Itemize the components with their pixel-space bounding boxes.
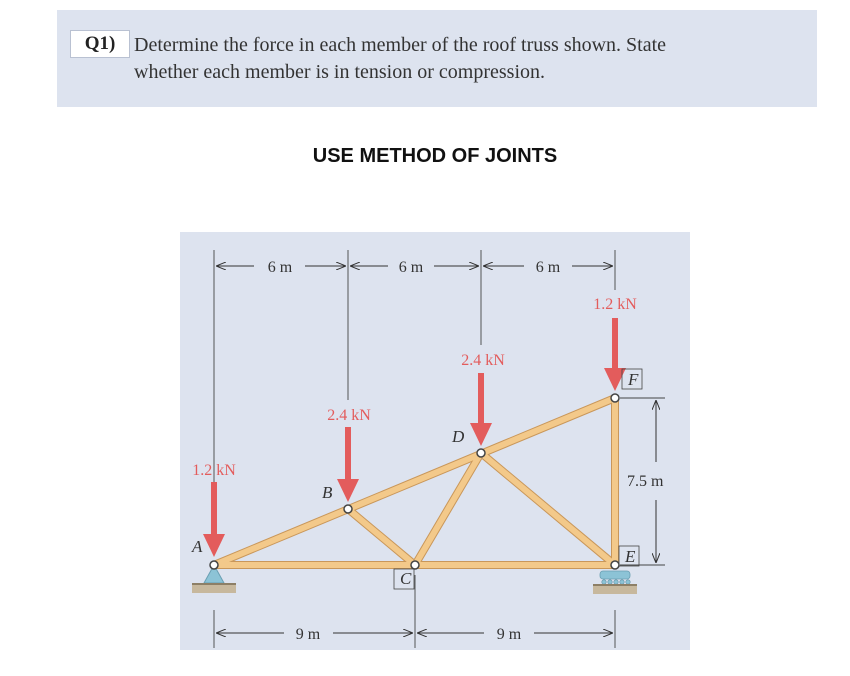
load-label-f: 1.2 kN [593, 296, 637, 313]
height-dimension-label: 7.5 m [627, 473, 664, 490]
bottom-dimension-2: 9 m [496, 626, 522, 643]
joint-label-a: A [192, 537, 203, 556]
joint-label-f: F [628, 370, 639, 389]
question-line-2: whether each member is in tension or compression. [134, 61, 545, 83]
truss-figure [180, 232, 690, 650]
joint-d-pin [477, 449, 485, 457]
joint-label-d: D [452, 427, 465, 446]
top-dimension-2: 6 m [398, 259, 424, 276]
bottom-dimension-1: 9 m [295, 626, 321, 643]
instruction-heading: USE METHOD OF JOINTS [312, 145, 558, 167]
joint-label-c: C [400, 569, 412, 588]
question-text [134, 32, 804, 86]
joint-label-e: E [625, 547, 636, 566]
question-number: Q1) [70, 30, 130, 58]
joint-e-pin [611, 561, 619, 569]
joint-a-pin [210, 561, 218, 569]
load-label-d: 2.4 kN [461, 352, 505, 369]
joint-b-pin [344, 505, 352, 513]
top-dimension-1: 6 m [267, 259, 293, 276]
joint-c-pin [411, 561, 419, 569]
joint-f-pin [611, 394, 619, 402]
question-line-1: Determine the force in each member of the roof truss shown. State [134, 34, 667, 56]
load-label-b: 2.4 kN [327, 407, 371, 424]
load-label-a: 1.2 kN [192, 462, 236, 479]
top-dimension-3: 6 m [535, 259, 561, 276]
joint-label-b: B [322, 483, 333, 502]
